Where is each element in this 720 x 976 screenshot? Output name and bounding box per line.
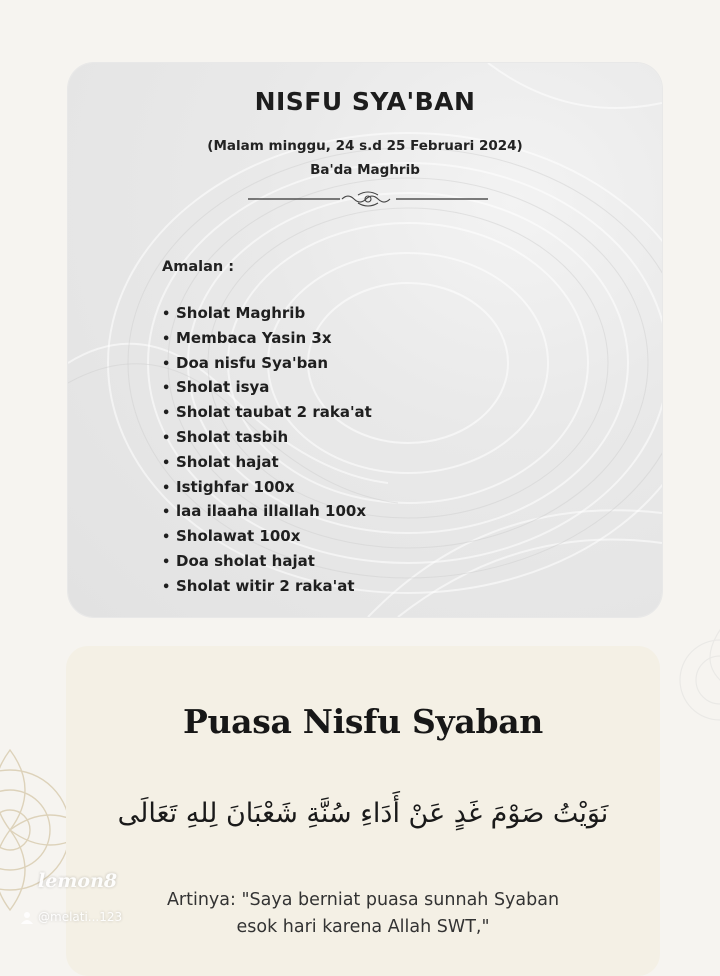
translation-line-1: Artinya: "Saya berniat puasa sunnah Syaban [166,890,560,910]
list-item [162,574,372,599]
bullet-icon: • [162,307,171,322]
list-item [162,375,372,400]
bullet-icon: • [162,356,171,372]
list-item [162,326,372,351]
translation-line-2: esok hari karena Allah SWT," [236,917,490,937]
bullet-icon: • [162,480,171,496]
list-item-label: Doa nisfu Sya'ban [176,353,329,372]
list-item-label: Membaca Yasin 3x [176,328,332,347]
bullet-icon: • [162,505,171,521]
arabic-niat-text: نَوَيْتُ صَوْمَ غَدٍ عَنْ أَدَاءِ سُنَّةِ شَعْبَانَ لِلهِ تَعَالَى [117,798,609,829]
list-item [162,425,372,450]
bullet-icon: • [162,579,171,595]
bullet-icon: • [162,430,171,446]
watermark-username: @melati...123 [38,910,123,924]
list-item-label: Sholat Maghrib [176,304,306,322]
list-item-label: Sholat witir 2 raka'at [176,576,355,595]
list-item-label: Doa sholat hajat [176,551,315,570]
list-item [162,450,372,475]
list-item-label: Sholat isya [176,378,270,397]
lemon8-watermark [20,870,180,940]
ornamental-divider-icon [248,191,488,207]
bullet-icon: • [162,554,171,570]
list-item [162,301,372,326]
list-item [162,524,372,549]
amalan-list [162,301,372,599]
time-label: Ba'da Maghrib [310,162,420,178]
amalan-label: Amalan : [162,259,235,275]
puasa-title: Puasa Nisfu Syaban [182,702,544,741]
list-item-label: Istighfar 100x [176,477,295,496]
list-item-label: Sholawat 100x [176,527,301,546]
bullet-icon: • [162,331,171,347]
amalan-card [68,63,662,617]
list-item [162,499,372,524]
date-subtitle: (Malam minggu, 24 s.d 25 Februari 2024) [207,138,523,154]
user-icon [20,910,34,924]
list-item [162,351,372,376]
bullet-icon: • [162,530,171,546]
list-item-label: laa ilaaha illallah 100x [176,502,366,521]
list-item-label: Sholat hajat [176,452,279,471]
bullet-icon: • [162,455,171,471]
list-item-label: Sholat tasbih [176,427,289,446]
page-title: NISFU SYA'BAN [254,87,476,116]
watermark-brand: lemon8 [38,870,118,892]
list-item [162,475,372,500]
floral-ornament-icon [660,610,720,750]
list-item [162,400,372,425]
list-item [162,549,372,574]
bullet-icon: • [162,381,171,397]
bullet-icon: • [162,406,171,422]
list-item-label: Sholat taubat 2 raka'at [176,403,372,422]
